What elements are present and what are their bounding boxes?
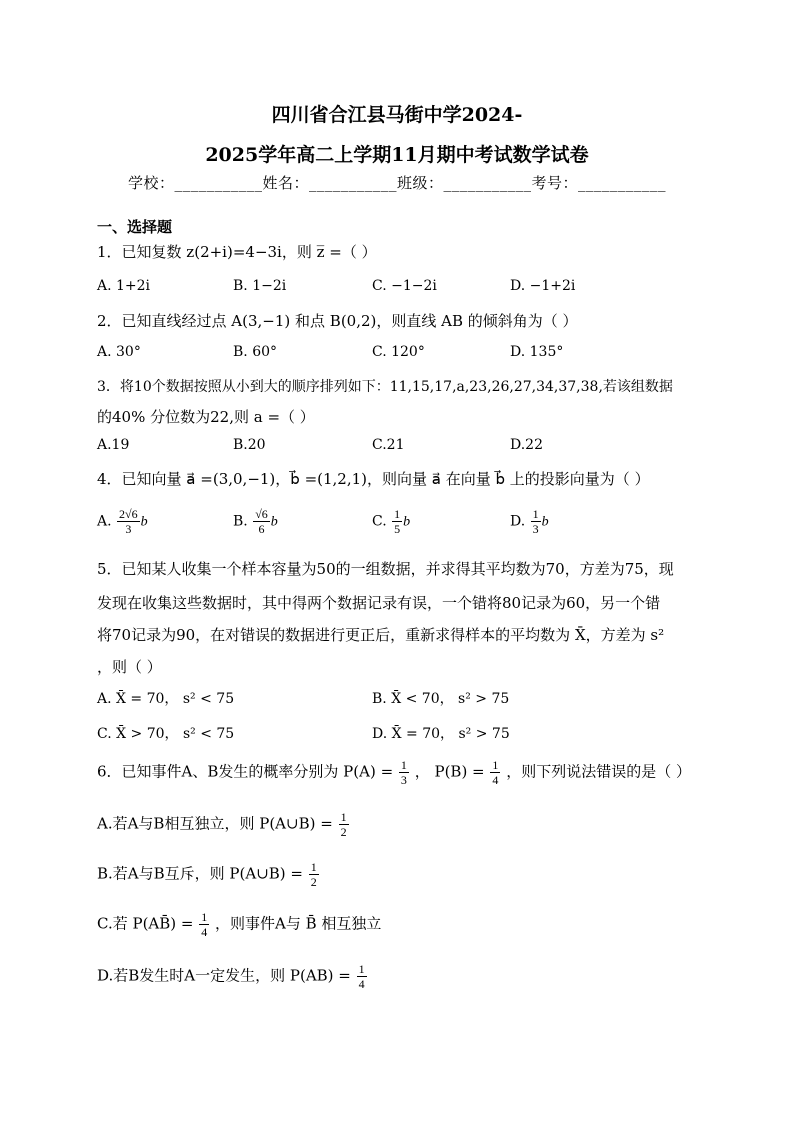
question-2-stem: 2．已知直线经过点 A(3,−1) 和点 B(0,2)，则直线 AB 的倾斜角为（ ） [97,312,578,330]
q6-option-c-text: C.若 P(AB̄) = [97,914,194,933]
question-4-stem: 4．已知向量 a⃗ =(3,0,−1)，b⃗ =(1,2,1)，则向量 a⃗ 在向量 b⃗ 上的投影向量为（ ） [97,470,650,488]
title-line-1: 四川省合江县马街中学2024- [271,104,523,126]
title-line-2: 2025学年高二上学期11月期中考试数学试卷 [205,144,589,166]
vector-b: b [270,514,278,530]
question-1-stem: 1．已知复数 z(2+i)=4−3i，则 z̅ =（ ） [97,243,377,261]
fraction-denominator: 3 [532,522,539,536]
q4-option-c [372,507,410,536]
q5-option-c: C. X̄ > 70， s² < 75 [97,726,235,742]
q2-option-c: C. 120° [372,344,425,360]
q5-option-b: B. X̄ < 70， s² > 75 [372,691,510,707]
q4-option-d-label: D. [510,513,526,530]
q5-option-a: A. X̄ = 70， s² < 75 [97,691,235,707]
q6-option-b-fraction [309,860,319,889]
q4-option-d [510,507,549,536]
question-5-stem-line-4: ，则（ ） [97,658,162,676]
fraction-numerator: 1 [394,507,401,521]
q2-option-b: B. 60° [233,344,278,360]
q5-option-d: D. X̄ = 70， s² > 75 [372,726,510,742]
q1-option-d: D. −1+2i [510,278,576,294]
q4-option-b-label: B. [233,513,248,530]
question-5-stem-line-3: 将70记录为90，在对错误的数据进行更正后，重新求得样本的平均数为 X̄，方差为 s² [97,626,665,644]
q6-stem-mid: ， P(B) = [414,762,485,781]
q3-option-a: A.19 [97,437,130,453]
q6-option-b-text: B.若A与B互斥，则 P(A∪B) = [97,864,303,883]
q2-option-d: D. 135° [510,344,564,360]
q6-option-a-text: A.若A与B相互独立，则 P(A∪B) = [97,814,333,833]
q4-option-b [233,507,278,536]
q4-option-c-fraction [392,507,402,536]
section-heading: 一、选择题 [97,218,173,236]
q6-option-c [97,910,381,939]
fraction-numerator: 1 [532,507,539,521]
q4-option-b-fraction [253,507,270,536]
q1-option-a: A. 1+2i [97,278,151,294]
question-3-stem-line-2: 的40% 分位数为22,则 a =（ ） [97,408,315,426]
q6-option-d-text: D.若B发生时A一定发生，则 P(AB) = [97,966,351,985]
fraction-numerator: 1 [400,758,407,772]
q4-option-a [97,507,148,536]
q6-pa-fraction [399,758,409,787]
q6-option-b [97,860,320,889]
fraction-denominator: 3 [125,522,132,536]
student-info-line: 学校：___________姓名：___________班级：___________考号：___________ [127,174,666,192]
q1-option-b: B. 1−2i [233,278,287,294]
fraction-denominator: 3 [400,773,407,787]
q6-option-d-fraction [357,962,367,991]
fraction-numerator: 1 [358,962,365,976]
q4-option-c-label: C. [372,513,387,530]
fraction-denominator: 2 [340,825,347,839]
question-6-stem [97,758,691,787]
fraction-denominator: 4 [492,773,499,787]
q6-option-a [97,810,350,839]
question-5-stem-line-1: 5．已知某人收集一个样本容量为50的一组数据，并求得其平均数为70，方差为75，现 [97,560,674,578]
q3-option-c: C.21 [372,437,405,453]
fraction-numerator: 1 [310,860,317,874]
q1-option-c: C. −1−2i [372,278,437,294]
fraction-numerator: 1 [492,758,499,772]
question-5-stem-line-2: 发现在收集这些数据时，其中得两个数据记录有误，一个错将80记录为60，另一个错 [97,594,661,612]
q4-option-d-fraction [531,507,541,536]
q6-pb-fraction [490,758,500,787]
q6-stem-post: ，则下列说法错误的是（ ） [506,762,691,781]
fraction-numerator: 1 [340,810,347,824]
q3-option-d: D.22 [510,437,543,453]
q2-option-a: A. 30° [97,344,141,360]
fraction-numerator: √6 [255,507,268,521]
q4-option-a-label: A. [97,513,112,530]
fraction-denominator: 5 [394,522,401,536]
fraction-denominator: 4 [201,925,208,939]
q6-option-c-tail: ，则事件A与 B̄ 相互独立 [215,914,382,933]
vector-b: b [541,514,549,530]
q6-option-c-fraction [199,910,209,939]
q6-stem-pre: 6．已知事件A、B发生的概率分别为 P(A) = [97,762,394,781]
q6-option-a-fraction [339,810,349,839]
fraction-denominator: 4 [358,977,365,991]
question-3-stem-line-1: 3．将10个数据按照从小到大的顺序排列如下：11,15,17,a,23,26,27,34,37,38,若该组数据 [97,379,673,395]
fraction-denominator: 2 [310,875,317,889]
q3-option-b: B.20 [233,437,266,453]
q4-option-a-fraction [117,507,140,536]
fraction-numerator: 1 [201,910,208,924]
vector-b: b [403,514,411,530]
fraction-denominator: 6 [258,522,265,536]
vector-b: b [140,514,148,530]
fraction-numerator: 2√6 [119,507,138,521]
q6-option-d [97,962,368,991]
